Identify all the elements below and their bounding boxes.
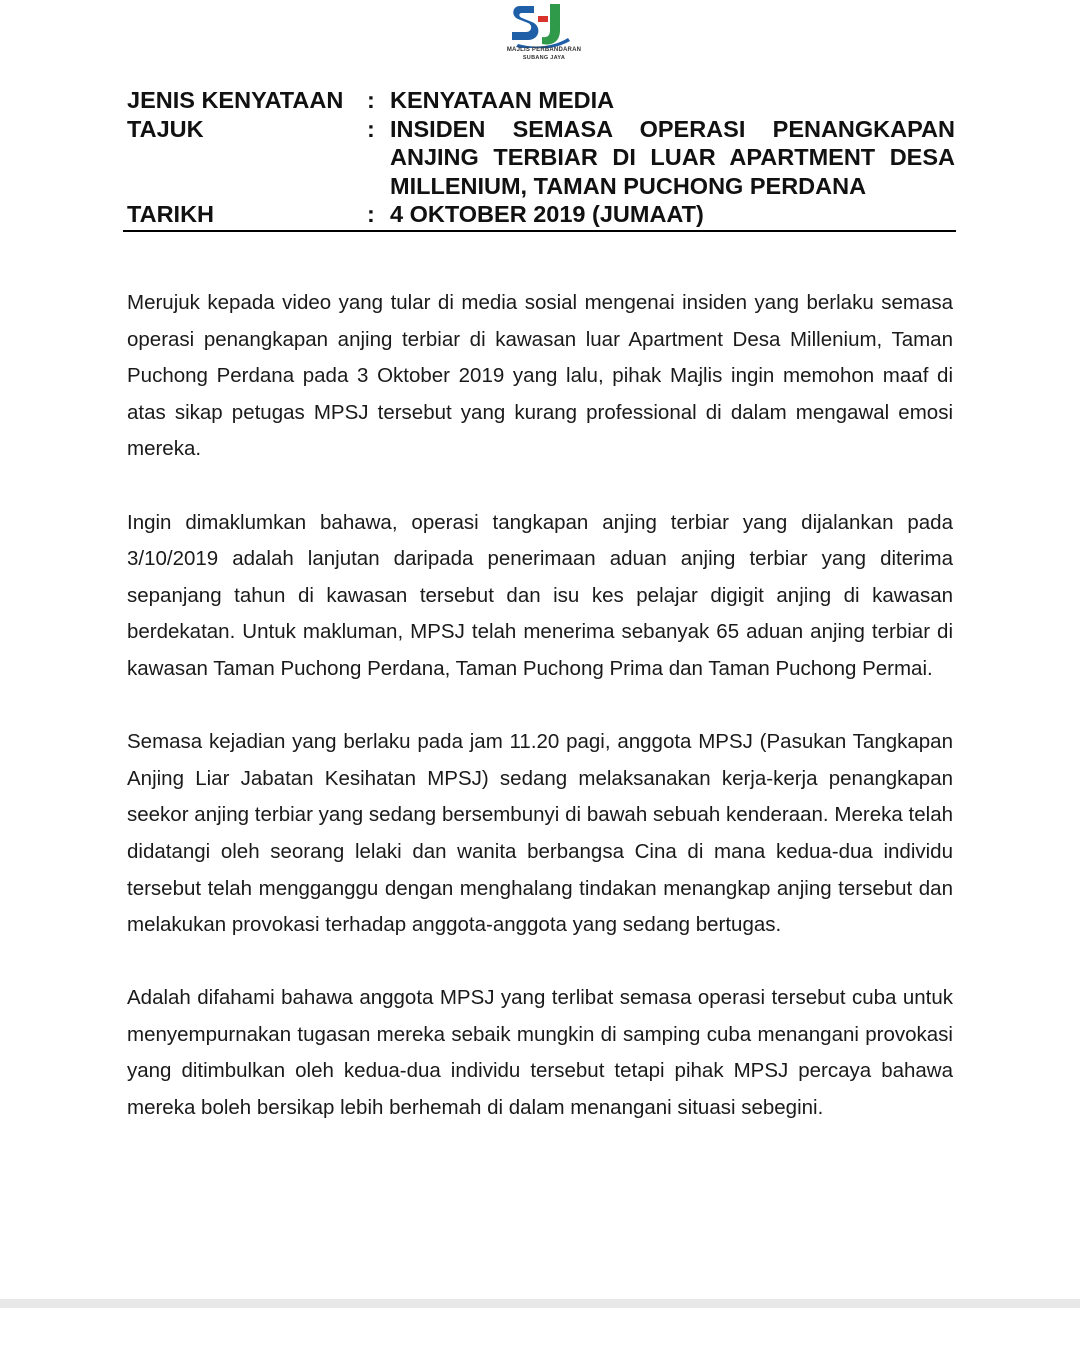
logo-j-shape [542,4,560,44]
tarikh-row [127,200,955,229]
tajuk-value: INSIDEN SEMASA OPERASI PENANGKAPAN ANJING TERBIAR DI LUAR APARTMENT DESA MILLENIUM, TAMAN PUCHONG PERDANA [390,115,955,199]
paragraph-1: Merujuk kepada video yang tular di media sosial mengenai insiden yang berlaku semasa operasi penangkapan anjing terbiar di kawasan luar Apartment Desa Millenium, Taman Puchong Perdana pada 3 Oktober 2019 yang lalu, pihak Majlis ingin memohon maaf di atas sikap petugas MPSJ tersebut yang kurang professional di dalam mengawal emosi mereka. [127,291,953,461]
tarikh-colon: : [367,201,375,227]
paragraph-4: Adalah difahami bahawa anggota MPSJ yang terlibat semasa operasi tersebut cuba untuk menyempurnakan tugasan mereka sebaik mungkin di samping cuba menangani provokasi yang ditimbulkan oleh kedua-dua individu tersebut tetapi pihak MPSJ percaya bahawa mereka boleh bersikap lebih berhemah di dalam menangani situasi sebegini. [127,986,953,1120]
jenis-colon: : [367,87,375,113]
jenis-label: JENIS KENYATAAN [127,87,344,113]
logo-s-shape [512,6,538,40]
statement-header [127,86,955,229]
paragraph-3: Semasa kejadian yang berlaku pada jam 11.20 pagi, anggota MPSJ (Pasukan Tangkapan Anjing Liar Jabatan Kesihatan MPSJ) sedang melaksanakan kerja-kerja penangkapan seekor anjing terbiar yang sedang bersembunyi di bawah sebuah kenderaan. Mereka telah didatangi oleh seorang lelaki dan wanita berbangsa Cina di mana kedua-dua individu tersebut telah mengganggu dengan menghalang tindakan menangkap anjing tersebut dan melakukan provokasi terhadap anggota-anggota yang sedang bertugas. [127,730,953,937]
header-divider [123,230,956,232]
jenis-value: KENYATAAN MEDIA [390,87,615,113]
statement-body [127,285,953,1163]
paragraph-2: Ingin dimaklumkan bahawa, operasi tangkapan anjing terbiar yang dijalankan pada 3/10/2019 adalah lanjutan daripada penerimaan aduan anjing terbiar yang diterima sepanjang tahun di kawasan tersebut dan isu kes pelajar digigit anjing di kawasan berdekatan. Untuk makluman, MPSJ telah menerima sebanyak 65 aduan anjing terbiar di kawasan Taman Puchong Perdana, Taman Puchong Prima dan Taman Puchong Permai. [127,510,953,680]
page-bottom-bar [0,1299,1080,1308]
tajuk-label: TAJUK [127,115,204,142]
logo-name-line2: SUBANG JAYA [522,55,566,61]
tarikh-value: 4 OKTOBER 2019 (JUMAAT) [390,201,704,227]
tajuk-row [127,115,955,201]
logo-red-accent [538,16,548,22]
tajuk-colon: : [367,115,375,142]
mpsj-logo [500,0,588,66]
tarikh-label: TARIKH [127,201,215,227]
jenis-row [127,86,955,115]
mpsj-logo-icon [508,0,578,48]
logo-name-line1: MAJLIS PERBANDARAN [506,47,582,53]
